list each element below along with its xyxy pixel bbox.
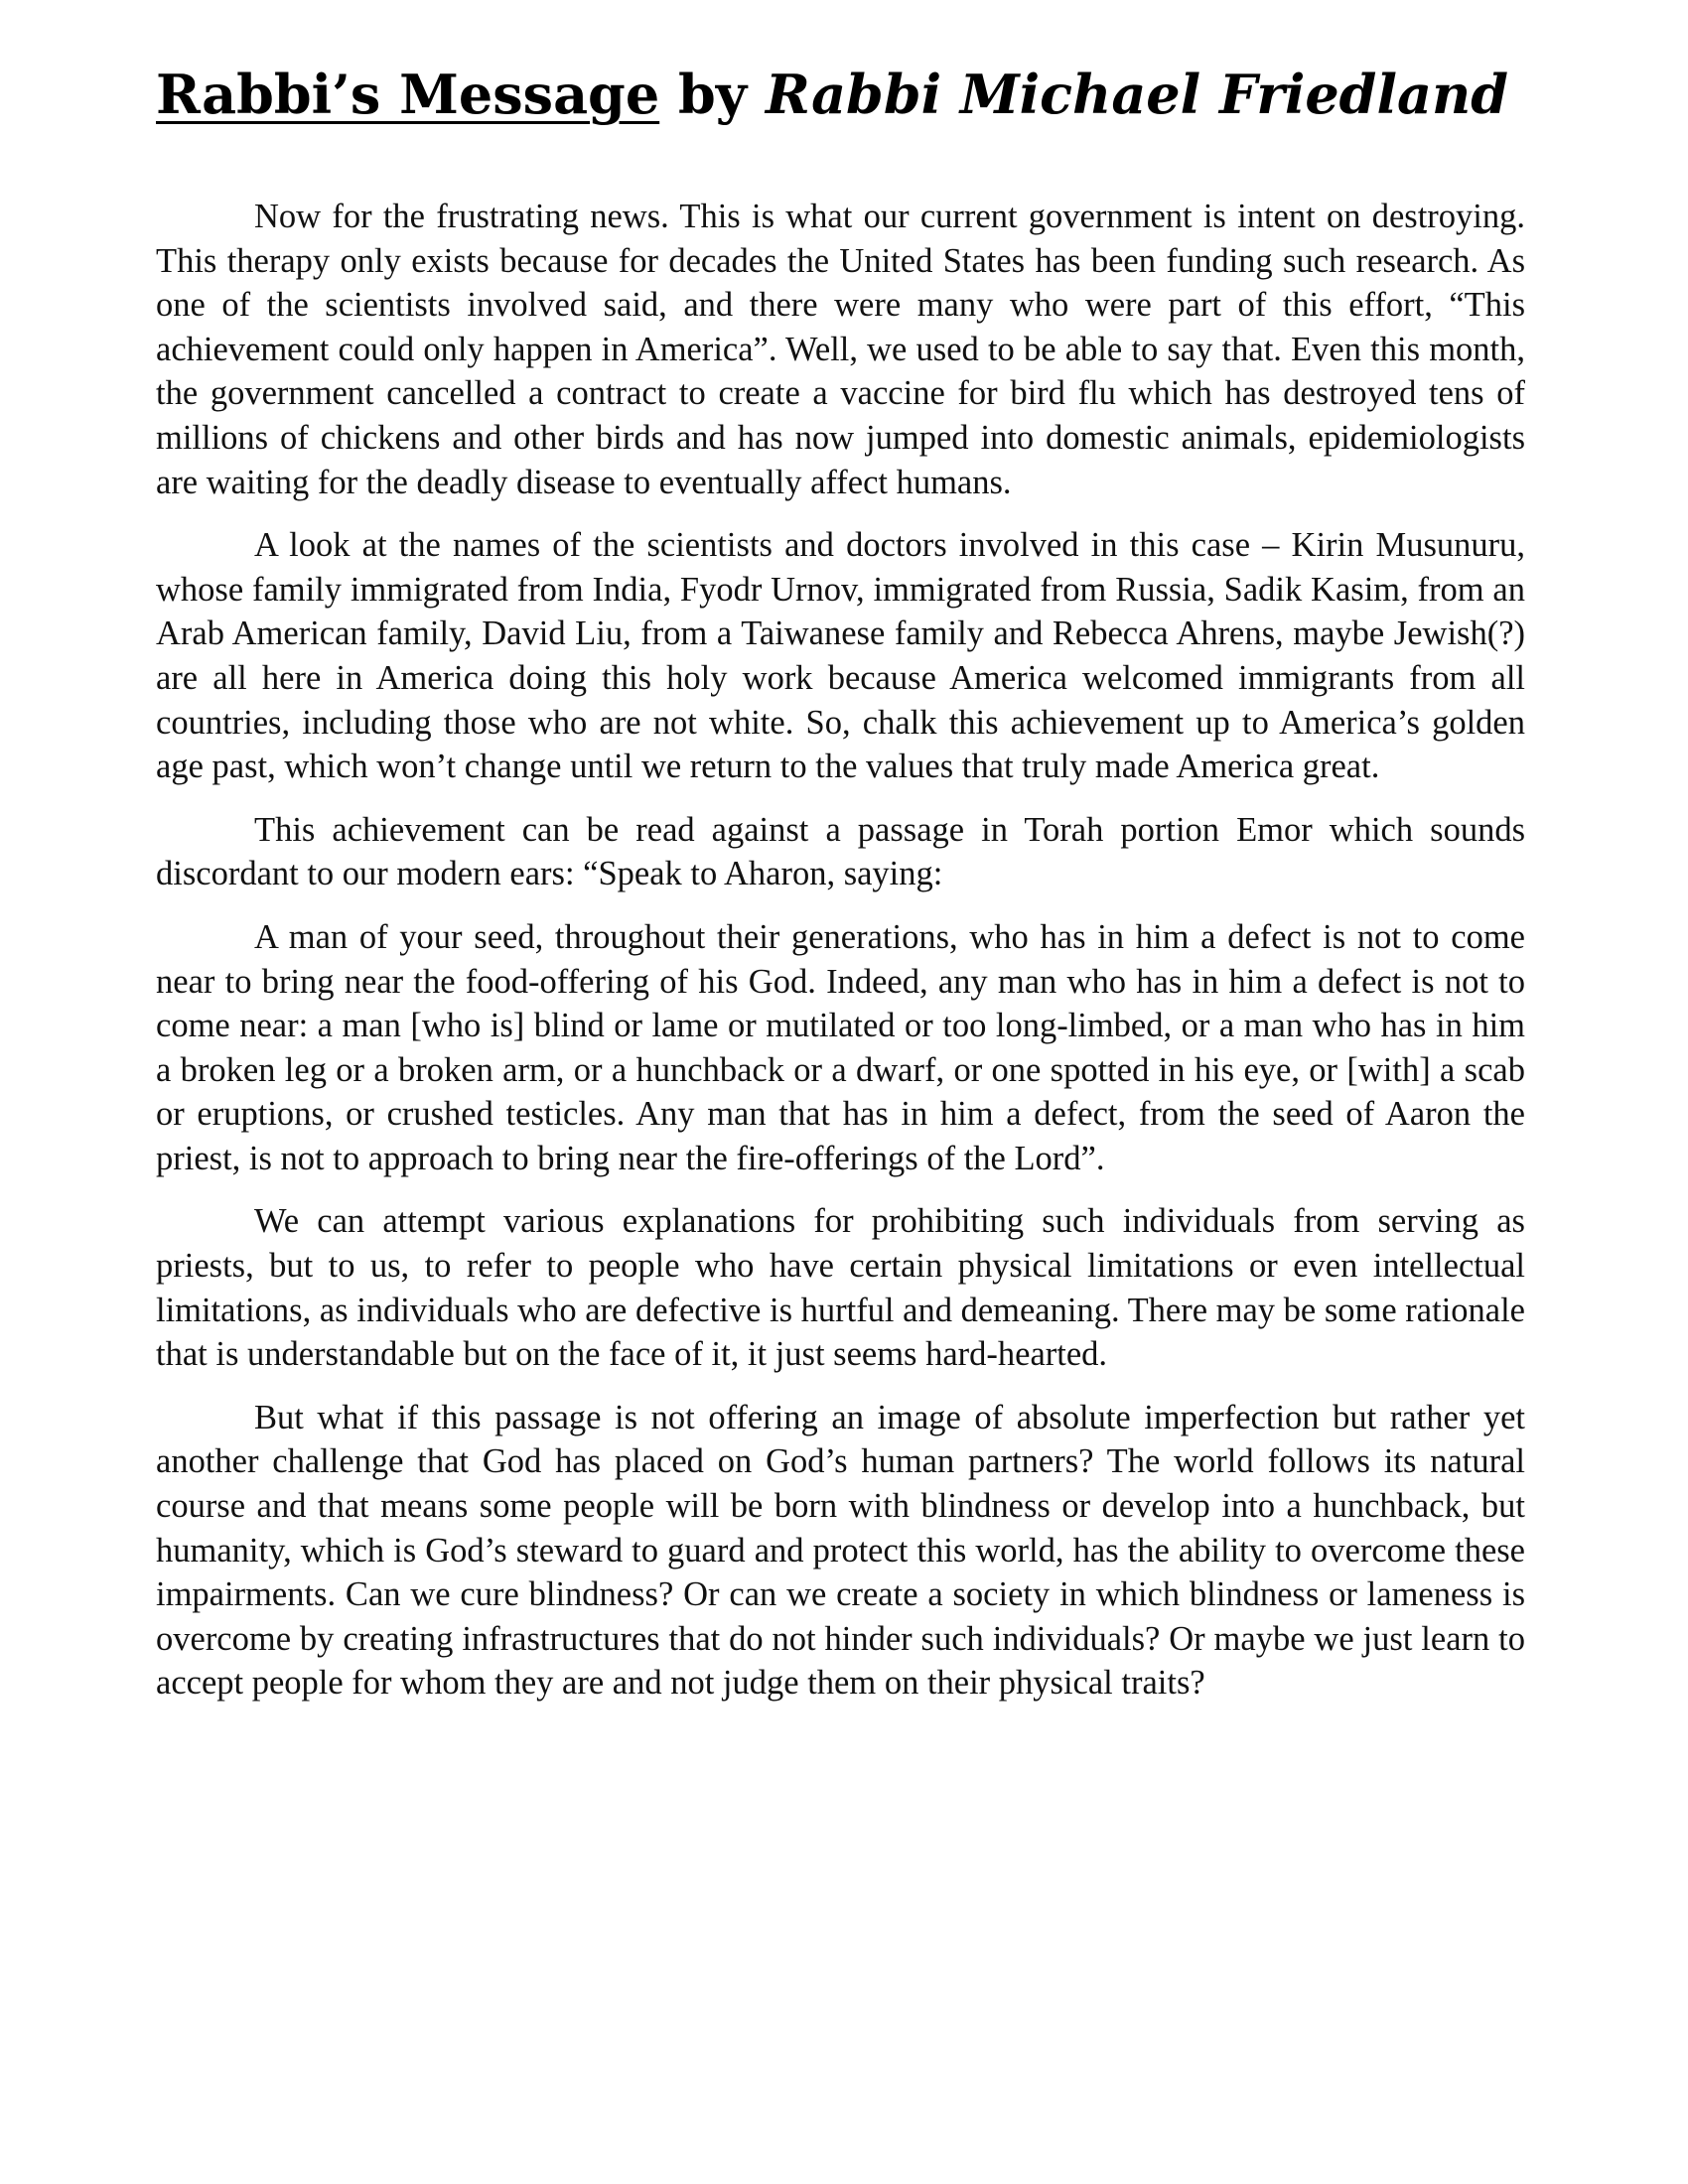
page-title <box>156 58 1546 131</box>
paragraph: This achievement can be read against a passage in Torah portion Emor which sounds discordant to our modern ears: “Speak to Aharon, saying: <box>156 810 1525 893</box>
paragraph: But what if this passage is not offering an image of absolute imperfection but rather yet another challenge that God has placed on God’s human partners? The world follows its natural course and that means some people will be born with blindness or develop into a hunchback, but humanity, which is God’s steward to guard and protect this world, has the ability to overcome these impairments. Can we cure blindness? Or can we create a society in which blindness or lameness is overcome by creating infrastructures that do not hinder such individuals? Or maybe we just learn to accept people for whom they are and not judge them on their physical traits? <box>156 1398 1525 1703</box>
author-name: Rabbi Michael Friedland <box>765 63 1508 126</box>
paragraph: A look at the names of the scientists and doctors involved in this case – Kirin Musunuru, whose family immigrated from India, Fyodr Urnov, immigrated from Russia, Sadik Kasim, from an Arab American family, David Liu, from a Taiwanese family and Rebecca Ahrens, maybe Jewish(?) are all here in America doing this holy work because America welcomed immigrants from all countries, including those who are not white. So, chalk this achievement up to America’s golden age past, which won’t change until we return to the values that truly made America great. <box>156 526 1525 786</box>
paragraph: A man of your seed, throughout their generations, who has in him a defect is not to come near to bring near the food-offering of his God. Indeed, any man who has in him a defect is not to come near: a man [who is] blind or lame or mutilated or too long-limbed, or a man who has in him a broken leg or a broken arm, or a hunchback or a dwarf, or one spotted in his eye, or [with] a scab or eruptions, or crushed testicles. Any man that has in him a defect, from the seed of Aaron the priest, is not to approach to bring near the fire-offerings of the Lord”. <box>156 917 1525 1177</box>
paragraph: Now for the frustrating news. This is what our current government is intent on destroying. This therapy only exists because for decades the United States has been funding such research. As one of the scientists involved said, and there were many who were part of this effort, “This achievement could only happen in America”. Well, we used to be able to say that. Even this month, the government cancelled a contract to create a vaccine for bird flu which has destroyed tens of millions of chickens and other birds and has now jumped into domestic animals, epidemiologists are waiting for the deadly disease to eventually affect humans. <box>156 198 1525 501</box>
byline-word: by <box>678 63 748 126</box>
article-body <box>156 195 1525 1724</box>
column-title: Rabbi’s Message <box>156 63 660 126</box>
paragraph: We can attempt various explanations for prohibiting such individuals from serving as priests, but to us, to refer to people who have certain physical limitations or even intellectual limitations, as individuals who are defective is hurtful and demeaning. There may be some rationale that is understandable but on the face of it, it just seems hard-hearted. <box>156 1202 1525 1374</box>
